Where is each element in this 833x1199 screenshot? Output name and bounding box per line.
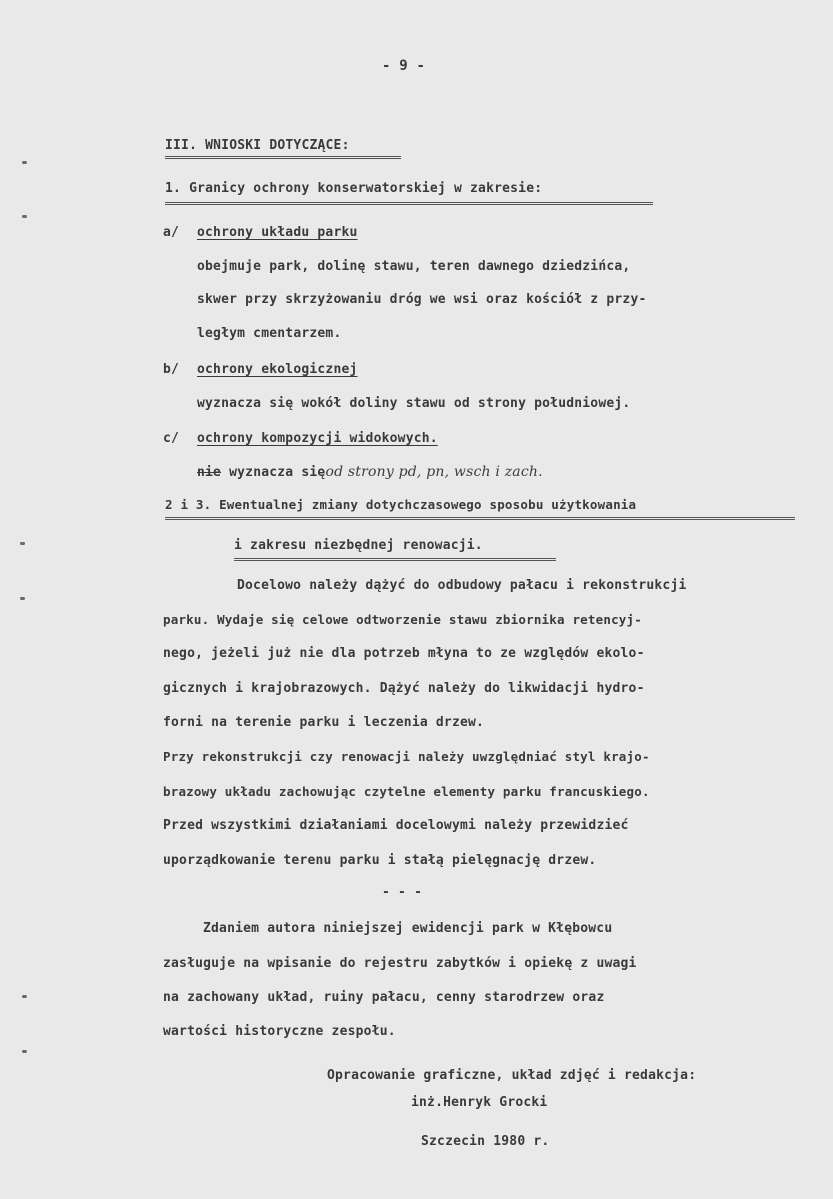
item-b-title: ochrony ekologicznej <box>197 362 358 377</box>
item-c-title: ochrony kompozycji widokowych. <box>197 431 438 446</box>
credits-line1: Opracowanie graficzne, układ zdjęć i redakcja: <box>327 1068 697 1083</box>
item23-heading-rule2 <box>234 558 556 561</box>
item-a-line: skwer przy skrzyżowaniu dróg we wsi oraz kościół z przy- <box>197 292 647 307</box>
paragraph-line: parku. Wydaje się celowe odtworzenie stawu zbiornika retencyj- <box>163 612 642 627</box>
conclusion-line: wartości historyczne zespołu. <box>163 1024 396 1039</box>
item23-heading-line1: 2 i 3. Ewentualnej zmiany dotychczasowego sposobu użytkowania <box>165 497 637 512</box>
paragraph-line: brazowy układu zachowując czytelne elementy parku francuskiego. <box>163 784 650 799</box>
item-c-text: wyznacza się <box>229 465 326 480</box>
paragraph-line: Przy rekonstrukcji czy renowacji należy uwzględniać styl krajo- <box>163 749 650 764</box>
paragraph-line: uporządkowanie terenu parku i stałą pielęgnację drzew. <box>163 853 597 868</box>
item23-heading-rule1 <box>165 517 795 520</box>
item23-heading-line2: i zakresu niezbędnej renowacji. <box>234 538 483 553</box>
item-a-label: a/ <box>163 225 180 240</box>
credits-author: inż.Henryk Grocki <box>411 1095 548 1110</box>
place-date: Szczecin 1980 r. <box>421 1134 550 1149</box>
punch-mark <box>22 161 27 164</box>
paragraph-line: Docelowo należy dążyć do odbudowy pałacu i rekonstrukcji <box>237 578 687 593</box>
item-c-line <box>197 464 543 480</box>
section-title: III. WNIOSKI DOTYCZĄCE: <box>165 138 350 153</box>
item-c-label: c/ <box>163 431 180 446</box>
paragraph-line: Przed wszystkimi działaniami docelowymi należy przewidzieć <box>163 818 629 833</box>
punch-mark <box>20 542 25 545</box>
item-b-line: wyznacza się wokół doliny stawu od strony południowej. <box>197 396 631 411</box>
conclusion-line: zasługuje na wpisanie do rejestru zabytków i opiekę z uwagi <box>163 956 637 971</box>
punch-mark <box>20 597 25 600</box>
separator: - - - <box>382 885 423 900</box>
conclusion-line: na zachowany układ, ruiny pałacu, cenny starodrzew oraz <box>163 990 605 1005</box>
conclusion-line: Zdaniem autora niniejszej ewidencji park w Kłębowcu <box>203 921 613 936</box>
item-a-line: ległym cmentarzem. <box>197 326 342 341</box>
punch-mark <box>22 215 27 218</box>
item1-heading: 1. Granicy ochrony konserwatorskiej w zakresie: <box>165 181 543 196</box>
punch-mark <box>22 995 27 998</box>
paragraph-line: forni na terenie parku i leczenia drzew. <box>163 715 485 730</box>
item1-heading-rule <box>165 202 653 205</box>
page-number: - 9 - <box>382 58 426 74</box>
handwritten-note: od strony pd, pn, wsch i zach. <box>325 464 543 480</box>
punch-mark <box>22 1050 27 1053</box>
paragraph-line: nego, jeżeli już nie dla potrzeb młyna to ze względów ekolo- <box>163 646 645 661</box>
paragraph-line: gicznych i krajobrazowych. Dążyć należy do likwidacji hydro- <box>163 681 645 696</box>
item-a-line: obejmuje park, dolinę stawu, teren dawnego dziedzińca, <box>197 259 631 274</box>
section-title-rule <box>165 156 401 159</box>
struck-word: nie <box>197 465 222 480</box>
item-b-label: b/ <box>163 362 180 377</box>
item-a-title: ochrony układu parku <box>197 225 358 240</box>
